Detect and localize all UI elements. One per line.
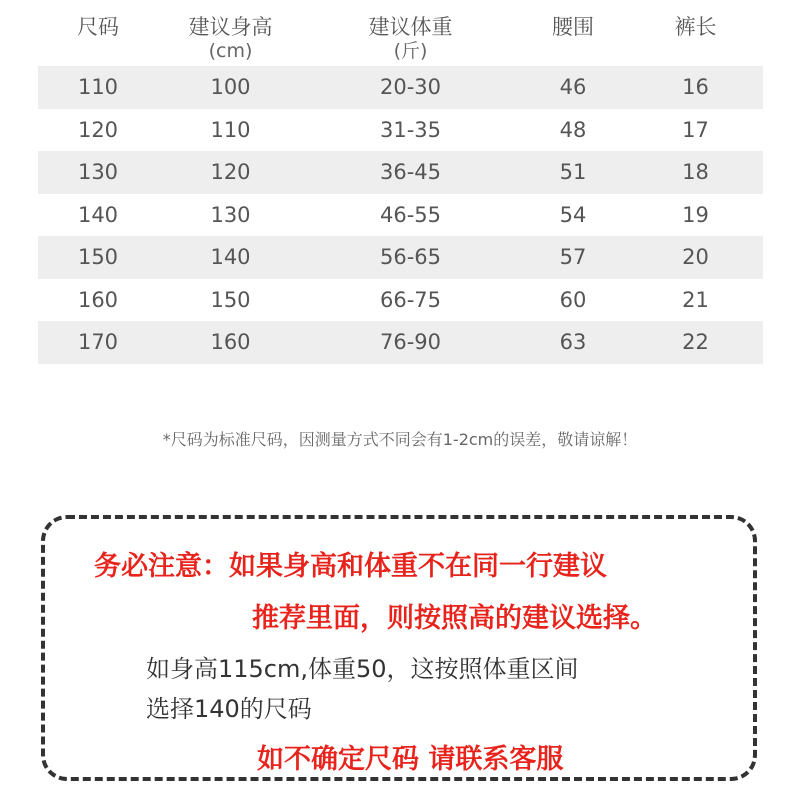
cell-weight: 36-45 (379, 160, 442, 185)
notice-box (41, 515, 757, 781)
cell-size: 110 (77, 75, 119, 100)
notice-example-line2: 选择140的尺码 (146, 695, 312, 723)
header-height: 建议身高 (cm) (188, 15, 273, 62)
cell-waist: 46 (559, 75, 587, 100)
cell-weight: 66-75 (379, 287, 442, 312)
cell-weight: 76-90 (379, 330, 442, 355)
cell-weight: 31-35 (379, 117, 442, 142)
cell-size: 130 (77, 160, 119, 185)
header-size: 尺码 (77, 15, 119, 39)
notice-contact: 如不确定尺码 请联系客服 (257, 744, 564, 775)
table-row (38, 236, 763, 279)
cell-height: 140 (210, 245, 251, 270)
notice-warning-line1: 务必注意：如果身高和体重不在同一行建议 (94, 551, 607, 582)
table-row (38, 109, 763, 152)
cell-waist: 63 (559, 330, 587, 355)
cell-length: 19 (682, 202, 709, 227)
cell-size: 120 (77, 117, 119, 142)
cell-weight: 20-30 (379, 75, 442, 100)
cell-length: 22 (682, 330, 709, 355)
cell-waist: 60 (559, 287, 587, 312)
cell-waist: 57 (559, 245, 587, 270)
cell-length: 20 (682, 245, 709, 270)
table-row (38, 151, 763, 194)
header-weight: 建议体重 (斤) (368, 15, 453, 62)
cell-length: 21 (682, 287, 709, 312)
cell-height: 120 (210, 160, 251, 185)
cell-height: 150 (210, 287, 251, 312)
cell-height: 100 (210, 75, 251, 100)
cell-weight: 56-65 (379, 245, 442, 270)
cell-length: 18 (682, 160, 709, 185)
cell-waist: 54 (559, 202, 587, 227)
table-row (38, 321, 763, 364)
table-header (38, 0, 763, 66)
cell-height: 110 (210, 117, 251, 142)
notice-example-line1: 如身高115cm,体重50，这按照体重区间 (146, 655, 579, 683)
cell-size: 170 (77, 330, 119, 355)
table-row (38, 279, 763, 322)
cell-height: 160 (210, 330, 251, 355)
cell-length: 17 (682, 117, 709, 142)
header-waist: 腰围 (552, 15, 594, 39)
notice-warning-line2: 推荐里面，则按照高的建议选择。 (252, 603, 657, 634)
table-row (38, 66, 763, 109)
cell-waist: 48 (559, 117, 587, 142)
cell-weight: 46-55 (379, 202, 442, 227)
size-table (38, 0, 763, 364)
cell-size: 160 (77, 287, 119, 312)
cell-length: 16 (682, 75, 709, 100)
table-row (38, 194, 763, 237)
header-length: 裤长 (674, 15, 717, 39)
cell-waist: 51 (559, 160, 587, 185)
cell-size: 140 (77, 202, 119, 227)
cell-height: 130 (210, 202, 251, 227)
cell-size: 150 (77, 245, 119, 270)
measurement-note: *尺码为标准尺码，因测量方式不同会有1-2cm的误差，敬请谅解！ (162, 430, 638, 449)
